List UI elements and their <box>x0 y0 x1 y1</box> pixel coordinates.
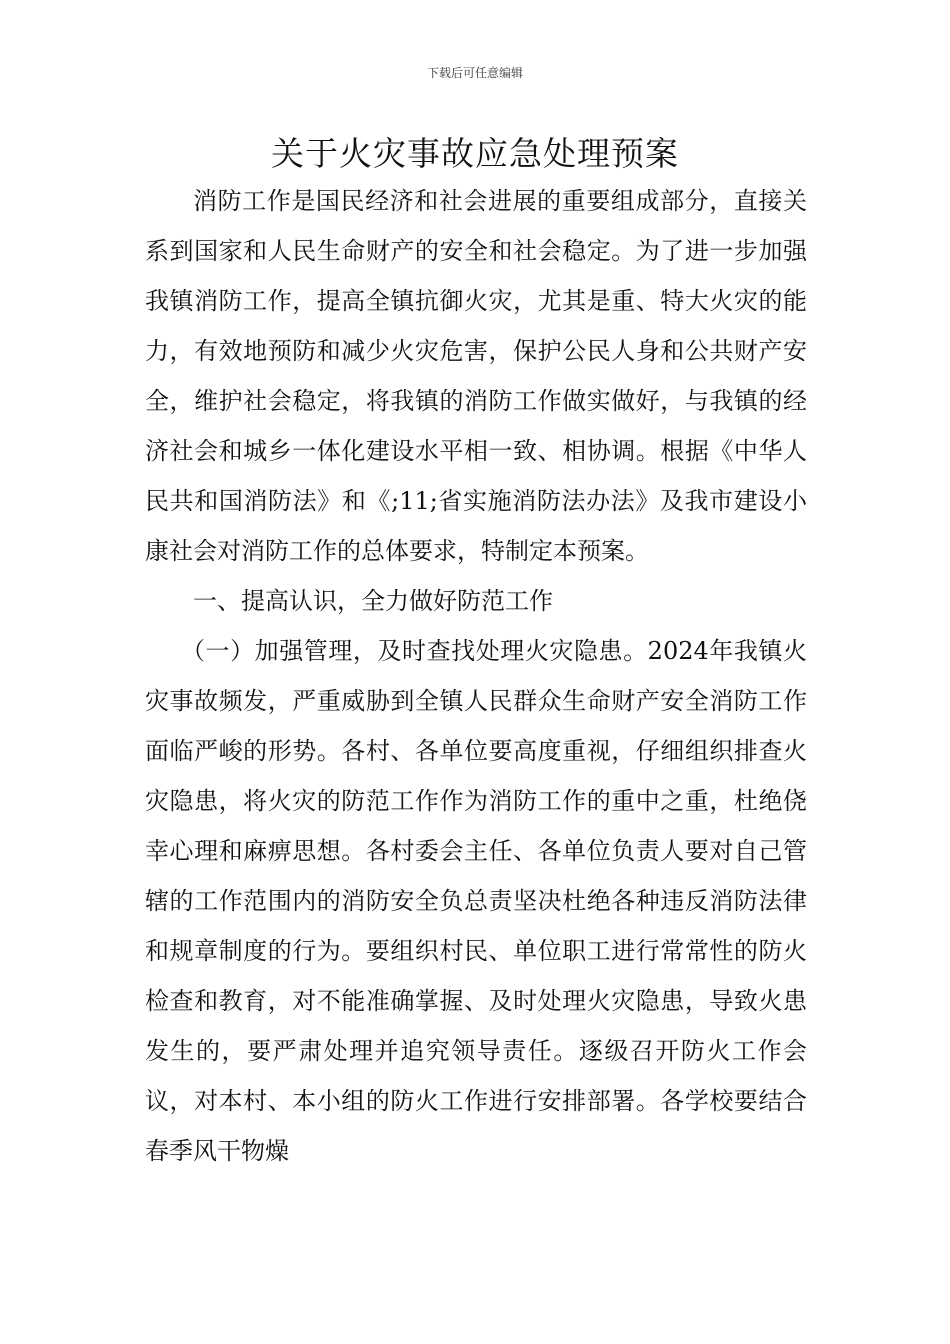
document-title: 关于火灾事故应急处理预案 <box>271 134 679 173</box>
intro-paragraph: 消防工作是国民经济和社会进展的重要组成部分，直接关系到国家和人民生命财产的安全和社会稳定。为了进一步加强我镇消防工作，提高全镇抗御火灾，尤其是重、特大火灾的能力，有效地预防和减少火灾危害，保护公民人身和公共财产安全，维护社会稳定，将我镇的消防工作做实做好，与我镇的经济社会和城乡一体化建设水平相一致、相协调。根据《中华人民共和国消防法》和《;11;省实施消防法办法》及我市建设小康社会对消防工作的总体要求，特制定本预案。 <box>145 187 807 565</box>
header-note: 下载后可任意编辑 <box>426 66 523 80</box>
document-body <box>145 176 807 1176</box>
section-heading: 一、提高认识，全力做好防范工作 <box>193 587 553 615</box>
section-paragraph: （一）加强管理，及时查找处理火灾隐患。2024年我镇火灾事故频发，严重威胁到全镇人民群众生命财产安全消防工作面临严峻的形势。各村、各单位要高度重视，仔细组织排查火灾隐患，将火灾的防范工作作为消防工作的重中之重，杜绝侥幸心理和麻痹思想。各村委会主任、各单位负责人要对自己管辖的工作范围内的消防安全负总责坚决杜绝各种违反消防法律和规章制度的行为。要组织村民、单位职工进行常常性的防火检查和教育，对不能准确掌握、及时处理火灾隐患，导致火患发生的，要严肃处理并追究领导责任。逐级召开防火工作会议，对本村、本小组的防火工作进行安排部署。各学校要结合春季风干物燥 <box>145 637 807 1165</box>
